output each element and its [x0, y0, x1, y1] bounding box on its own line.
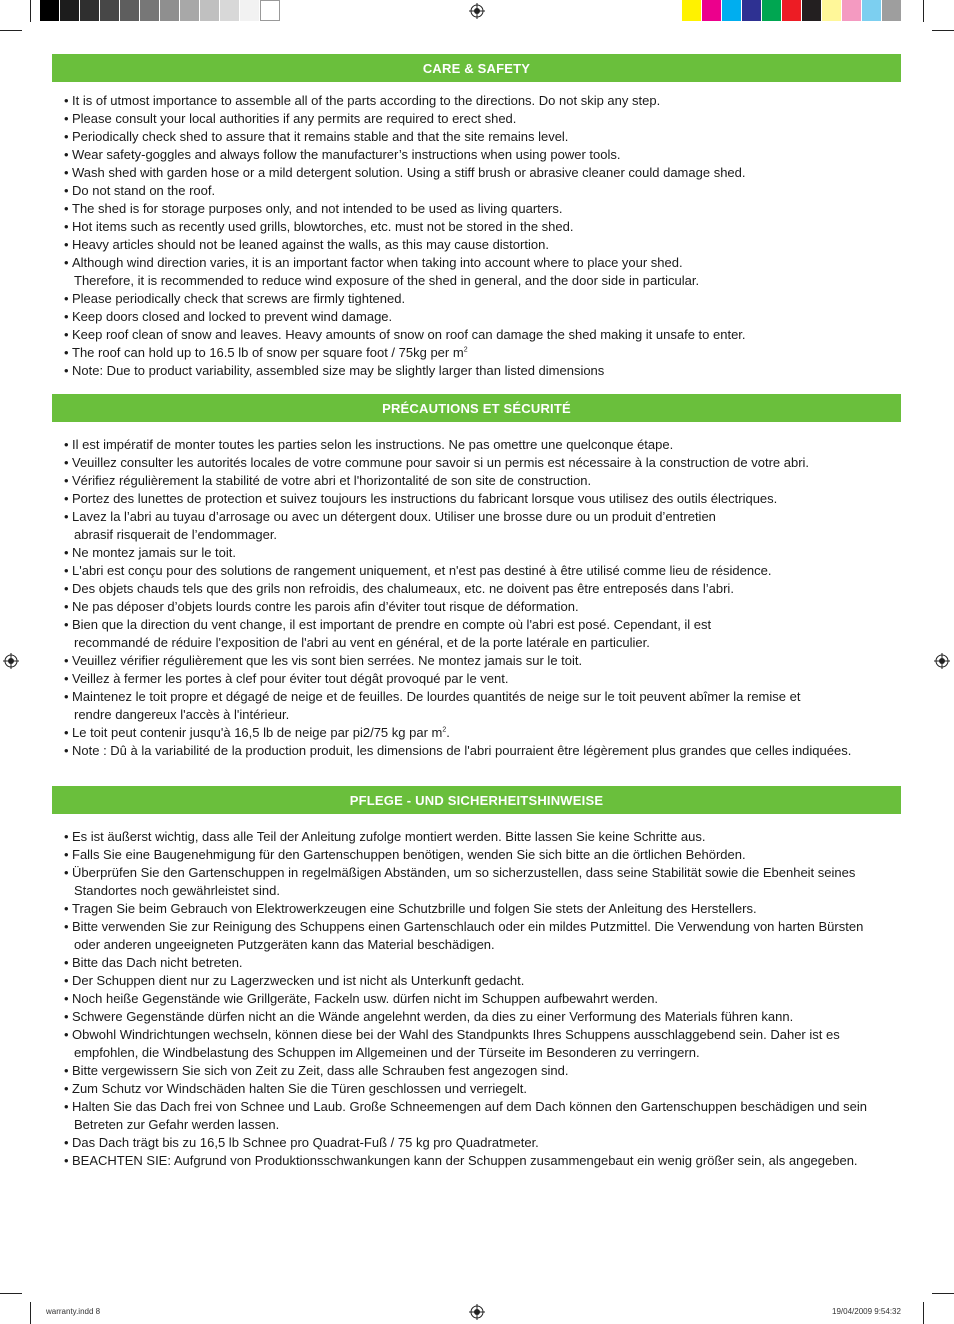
list-item-text: Zum Schutz vor Windschäden halten Sie die Türen geschlossen und verriegelt.: [72, 1081, 528, 1096]
list-item-text: Wear safety-goggles and always follow the manufacturer’s instructions when using power tools.: [72, 147, 621, 162]
list-item: [64, 92, 894, 110]
list-item-text: Keep doors closed and locked to prevent wind damage.: [72, 309, 393, 324]
crop-mark: [0, 1293, 22, 1294]
list-item: [64, 598, 894, 616]
list-item: [64, 846, 894, 864]
superscript: 2: [463, 346, 468, 354]
list-item-text: Note: Due to product variability, assembled size may be slightly larger than listed dimensions: [72, 363, 605, 378]
list-item-text: Veuillez consulter les autorités locales de votre commune pour savoir si un permis est nécessaire à la construction de votre abri.: [72, 455, 810, 470]
color-swatch: [702, 0, 722, 21]
color-swatch: [682, 0, 702, 21]
list-item-text: Please consult your local authorities if any permits are required to erect shed.: [72, 111, 517, 126]
list-item: [64, 580, 894, 598]
list-item-text: Vérifiez régulièrement la stabilité de votre abri et l'horizontalité de son site de construction.: [72, 473, 592, 488]
list-item-continuation: abrasif risquerait de l’endommager.: [74, 527, 278, 542]
list-item: [64, 670, 894, 688]
list-item: [64, 236, 894, 254]
list-item: [64, 1152, 894, 1170]
list-item-text: Bitte verwenden Sie zur Reinigung des Schuppens einen Gartenschlauch oder ein mildes Putzmittel. Die Verwendung von harten Bürsten: [72, 919, 864, 934]
gray-swatch: [220, 0, 240, 21]
list-item-text: Periodically check shed to assure that it remains stable and that the site remains level.: [72, 129, 569, 144]
pflege-list: [64, 828, 894, 1170]
color-swatch: [742, 0, 762, 21]
list-item: [64, 954, 894, 972]
gray-swatch: [60, 0, 80, 21]
crop-mark: [923, 1302, 924, 1324]
gray-swatch: [160, 0, 180, 21]
list-item-text: Maintenez le toit propre et dégagé de neige et de feuilles. De lourdes quantités de neige sur le toit peuvent abîmer la remise et: [72, 689, 801, 704]
list-item-continuation: Betreten zur Gefahr werden lassen.: [74, 1117, 280, 1132]
list-item: [64, 828, 894, 846]
list-item-text: Das Dach trägt bis zu 16,5 lb Schnee pro Quadrat-Fuß / 75 kg pro Quadratmeter.: [72, 1135, 539, 1150]
gray-swatch: [120, 0, 140, 21]
list-item-text: Portez des lunettes de protection et suivez toujours les instructions du fabricant lorsque vous utilisez des outils électriques.: [72, 491, 778, 506]
list-item: [64, 218, 894, 236]
color-swatch: [722, 0, 742, 21]
list-item-continuation: recommandé de réduire l'exposition de l'abri au vent en général, et de la porte latérale en particulier.: [74, 635, 650, 650]
list-item: [64, 454, 894, 472]
list-item: [64, 652, 894, 670]
color-swatch: [822, 0, 842, 21]
list-item-text: Es ist äußerst wichtig, dass alle Teil der Anleitung zufolge montiert werden. Bitte lassen Sie keine Schritte aus.: [72, 829, 706, 844]
crop-mark: [0, 30, 22, 31]
grayscale-swatch-bar: [40, 0, 280, 21]
section-heading-precautions: PRÉCAUTIONS ET SÉCURITÉ: [52, 394, 901, 422]
list-item-text: Bitte vergewissern Sie sich von Zeit zu Zeit, dass alle Schrauben fest angezogen sind.: [72, 1063, 569, 1078]
list-item-text: Il est impératif de monter toutes les parties selon les instructions. Ne pas omettre une quelconque étape.: [72, 437, 674, 452]
list-item-suffix: .: [446, 725, 450, 740]
list-item-continuation: empfohlen, die Windbelastung des Schuppen im Allgemeinen und der Türseite im Besonderen zu verringern.: [74, 1045, 700, 1060]
list-item-text: Des objets chauds tels que des grils non refroidis, des chalumeaux, etc. ne doivent pas être entreposés dans l’abri.: [72, 581, 734, 596]
color-swatch: [782, 0, 802, 21]
list-item: [64, 182, 894, 200]
list-item: [64, 1008, 894, 1026]
precautions-list: [64, 436, 894, 760]
registration-mark-icon: [469, 3, 485, 19]
list-item-text: The roof can hold up to 16.5 lb of snow per square foot / 75kg per m: [72, 345, 464, 360]
list-item-text: Der Schuppen dient nur zu Lagerzwecken und ist nicht als Unterkunft gedacht.: [72, 973, 525, 988]
gray-swatch: [200, 0, 220, 21]
list-item: [64, 254, 894, 290]
color-swatch-bar: [682, 0, 902, 21]
section-heading-care-safety: CARE & SAFETY: [52, 54, 901, 82]
list-item-text: Obwohl Windrichtungen wechseln, können diese bei der Wahl des Standpunkts Ihres Schuppens ausschlaggebend sein. Daher ist es: [72, 1027, 840, 1042]
list-item: [64, 436, 894, 454]
list-item: [64, 362, 894, 380]
list-item-continuation: Therefore, it is recommended to reduce wind exposure of the shed in general, and the door side in particular.: [74, 273, 700, 288]
footer-timestamp: 19/04/2009 9:54:32: [832, 1307, 901, 1316]
color-swatch: [802, 0, 822, 21]
list-item-text: L'abri est conçu pour des solutions de rangement uniquement, et n'est pas destiné à être utilisé comme lieu de résidence.: [72, 563, 772, 578]
list-item: [64, 128, 894, 146]
list-item-text: Although wind direction varies, it is an important factor when taking into account where to place your shed.: [72, 255, 683, 270]
footer-filename: warranty.indd 8: [46, 1307, 101, 1316]
list-item-text: Veillez à fermer les portes à clef pour éviter tout dégât provoqué par le vent.: [72, 671, 509, 686]
color-swatch: [762, 0, 782, 21]
list-item-text: Überprüfen Sie den Gartenschuppen in regelmäßigen Abständen, um so sicherzustellen, dass seine Stabilität sowie die Ebenheit seines: [72, 865, 856, 880]
list-item-text: Halten Sie das Dach frei von Schnee und Laub. Große Schneemengen auf dem Dach können den Gartenschuppen beschädigen und sein: [72, 1099, 867, 1114]
list-item-text: Heavy articles should not be leaned against the walls, as this may cause distortion.: [72, 237, 549, 252]
registration-mark-icon: [3, 653, 19, 669]
list-item: [64, 864, 894, 900]
list-item-text: Schwere Gegenstände dürfen nicht an die Wände angelehnt werden, da dies zu einer Verformung des Materials führen kann.: [72, 1009, 794, 1024]
list-item: [64, 1062, 894, 1080]
list-item-text: Please periodically check that screws are firmly tightened.: [72, 291, 406, 306]
gray-swatch: [40, 0, 60, 21]
list-item-text: Noch heiße Gegenstände wie Grillgeräte, Fackeln usw. dürfen nicht im Schuppen aufbewahrt werden.: [72, 991, 659, 1006]
list-item-text: Ne montez jamais sur le toit.: [72, 545, 237, 560]
superscript: 2: [442, 726, 447, 734]
color-swatch: [842, 0, 862, 21]
list-item: [64, 308, 894, 326]
list-item: [64, 562, 894, 580]
crop-mark: [30, 0, 31, 22]
list-item: [64, 290, 894, 308]
list-item-text: BEACHTEN SIE: Aufgrund von Produktionsschwankungen kann der Schuppen zusammengebaut ein wenig größer sein, als angegeben.: [72, 1153, 858, 1168]
list-item-continuation: rendre dangereux l'accès à l'intérieur.: [74, 707, 290, 722]
gray-swatch: [140, 0, 160, 21]
crop-mark: [923, 0, 924, 22]
list-item: [64, 508, 894, 544]
list-item: [64, 688, 894, 724]
list-item-text: Veuillez vérifier régulièrement que les vis sont bien serrées. Ne montez jamais sur le toit.: [72, 653, 583, 668]
gray-swatch: [180, 0, 200, 21]
list-item: [64, 616, 894, 652]
list-item-text: It is of utmost importance to assemble all of the parts according to the directions. Do not skip any step.: [72, 93, 661, 108]
gray-swatch: [80, 0, 100, 21]
list-item-text: Do not stand on the roof.: [72, 183, 216, 198]
list-item: [64, 972, 894, 990]
list-item-text: Lavez la l’abri au tuyau d’arrosage ou avec un détergent doux. Utiliser une brosse dure ou un produit d’entretien: [72, 509, 716, 524]
list-item-text: The shed is for storage purposes only, and not intended to be used as living quarters.: [72, 201, 563, 216]
crop-mark: [932, 1293, 954, 1294]
list-item: [64, 1098, 894, 1134]
color-swatch: [862, 0, 882, 21]
list-item-text: Ne pas déposer d’objets lourds contre les parois afin d’éviter tout risque de déformation.: [72, 599, 579, 614]
list-item: [64, 326, 894, 344]
list-item-continuation: oder anderen ungeeigneten Putzgeräten kann das Material beschädigen.: [74, 937, 495, 952]
list-item-text: Le toit peut contenir jusqu'à 16,5 lb de neige par pi2/75 kg par m: [72, 725, 443, 740]
gray-swatch: [240, 0, 260, 21]
list-item: [64, 724, 894, 742]
list-item: [64, 344, 894, 362]
registration-mark-icon: [934, 653, 950, 669]
list-item-text: Hot items such as recently used grills, blowtorches, etc. must not be stored in the shed.: [72, 219, 574, 234]
list-item-continuation: Standortes noch gewährleistet sind.: [74, 883, 280, 898]
gray-swatch: [260, 0, 280, 21]
list-item-text: Bitte das Dach nicht betreten.: [72, 955, 243, 970]
list-item-text: Keep roof clean of snow and leaves. Heavy amounts of snow on roof can damage the shed making it unsafe to enter.: [72, 327, 746, 342]
list-item: [64, 918, 894, 954]
list-item: [64, 146, 894, 164]
list-item: [64, 110, 894, 128]
crop-mark: [30, 1302, 31, 1324]
crop-mark: [932, 30, 954, 31]
gray-swatch: [100, 0, 120, 21]
color-swatch: [882, 0, 902, 21]
list-item: [64, 490, 894, 508]
care-safety-list: [64, 92, 894, 380]
list-item: [64, 900, 894, 918]
list-item-text: Wash shed with garden hose or a mild detergent solution. Using a stiff brush or abrasive cleaner could damage shed.: [72, 165, 746, 180]
section-heading-pflege: PFLEGE - UND SICHERHEITSHINWEISE: [52, 786, 901, 814]
list-item: [64, 164, 894, 182]
list-item-text: Note : Dû à la variabilité de la production produit, les dimensions de l'abri pourraient être légèrement plus grandes que celles indiquées.: [72, 743, 852, 758]
list-item: [64, 1080, 894, 1098]
list-item: [64, 990, 894, 1008]
list-item: [64, 742, 894, 760]
list-item: [64, 472, 894, 490]
list-item: [64, 544, 894, 562]
list-item-text: Falls Sie eine Baugenehmigung für den Gartenschuppen benötigen, wenden Sie sich bitte an die örtlichen Behörden.: [72, 847, 746, 862]
registration-mark-icon: [469, 1304, 485, 1320]
list-item: [64, 200, 894, 218]
list-item-text: Bien que la direction du vent change, il est important de prendre en compte où l'abri est posé. Cependant, il est: [72, 617, 712, 632]
list-item-text: Tragen Sie beim Gebrauch von Elektrowerkzeugen eine Schutzbrille und folgen Sie stets der Anleitung des Herstellers.: [72, 901, 757, 916]
list-item: [64, 1134, 894, 1152]
list-item: [64, 1026, 894, 1062]
